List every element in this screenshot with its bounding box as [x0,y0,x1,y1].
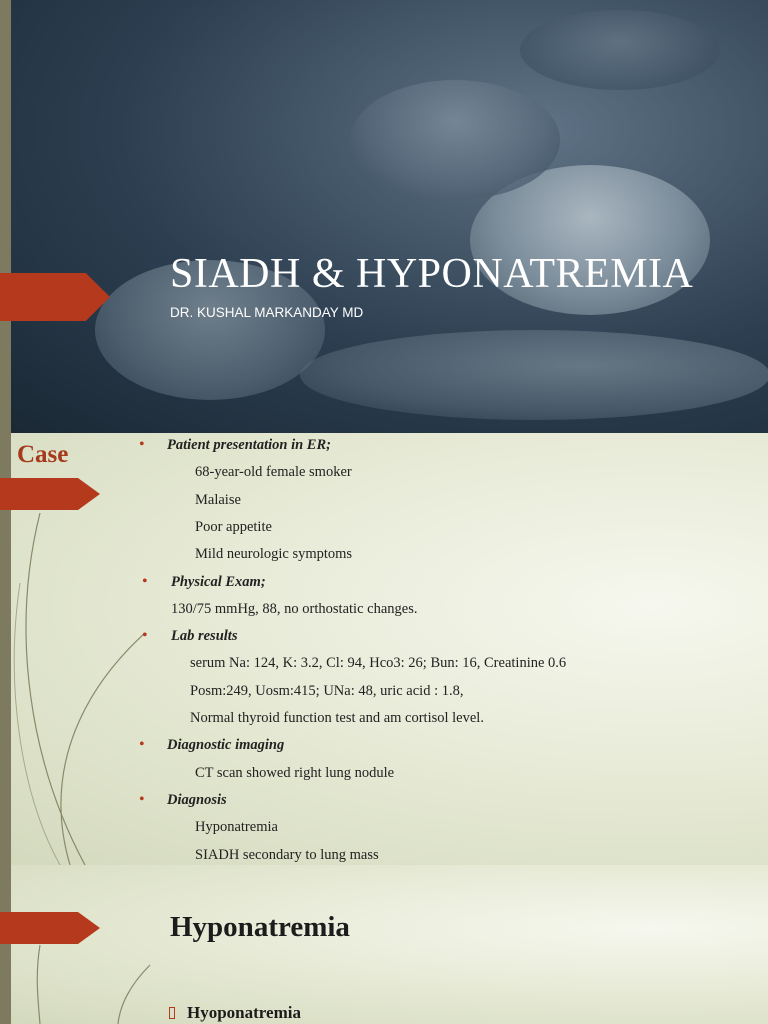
bullet-detail: 130/75 mmHg, 88, no orthostatic changes. [171,600,418,617]
bullet-dot-icon: • [139,436,145,453]
bullet-heading: Lab results [171,628,238,645]
bullet-box-icon [169,1007,175,1019]
bullet-detail: Hyponatremia [195,819,278,836]
bullet-dot-icon: • [142,627,148,645]
list-item: Hyoponatremia [187,1003,301,1022]
hyponatremia-slide [0,865,768,1024]
bullet-dot-icon: • [139,790,145,808]
bullet-dot-icon: • [142,572,148,590]
slide-heading: Case [17,441,69,468]
bullet-detail: CT scan showed right lung nodule [195,764,395,781]
bullet-detail: SIADH secondary to lung mass [195,846,379,863]
accent-arrow [0,273,110,321]
pill-image [520,10,720,90]
left-sidebar-bar [0,865,11,1024]
bullet-dot-icon: • [139,736,145,754]
left-sidebar-bar [0,0,11,433]
slide-heading: Hyponatremia [170,911,350,943]
pill-image [350,80,560,200]
bullet-detail: 68-year-old female smoker [195,464,352,481]
bullet-heading: Diagnosis [167,791,227,808]
title-slide [0,0,768,433]
bullet-heading: Diagnostic imaging [167,737,285,754]
bullet-detail: serum Na: 124, K: 3.2, Cl: 94, Hco3: 26; Bun: 16, Creatinine 0.6 [190,655,567,672]
blister-pack [300,330,768,420]
case-slide [0,433,768,865]
bullet-heading: Patient presentation in ER; [167,437,331,453]
bullet-detail: Poor appetite [195,518,272,535]
decorative-swirl [0,865,200,1024]
bullet-detail: Normal thyroid function test and am cortisol level. [190,710,484,726]
slide-title: SIADH & HYPONATREMIA [170,251,694,297]
bullet-detail: Posm:249, Uosm:415; UNa: 48, uric acid : 1.8, [190,682,464,699]
bullet-detail: Mild neurologic symptoms [195,546,353,563]
bullet-detail: Malaise [195,491,241,508]
slide-subtitle: DR. KUSHAL MARKANDAY MD [170,305,364,320]
bullet-heading: Physical Exam; [171,573,266,590]
